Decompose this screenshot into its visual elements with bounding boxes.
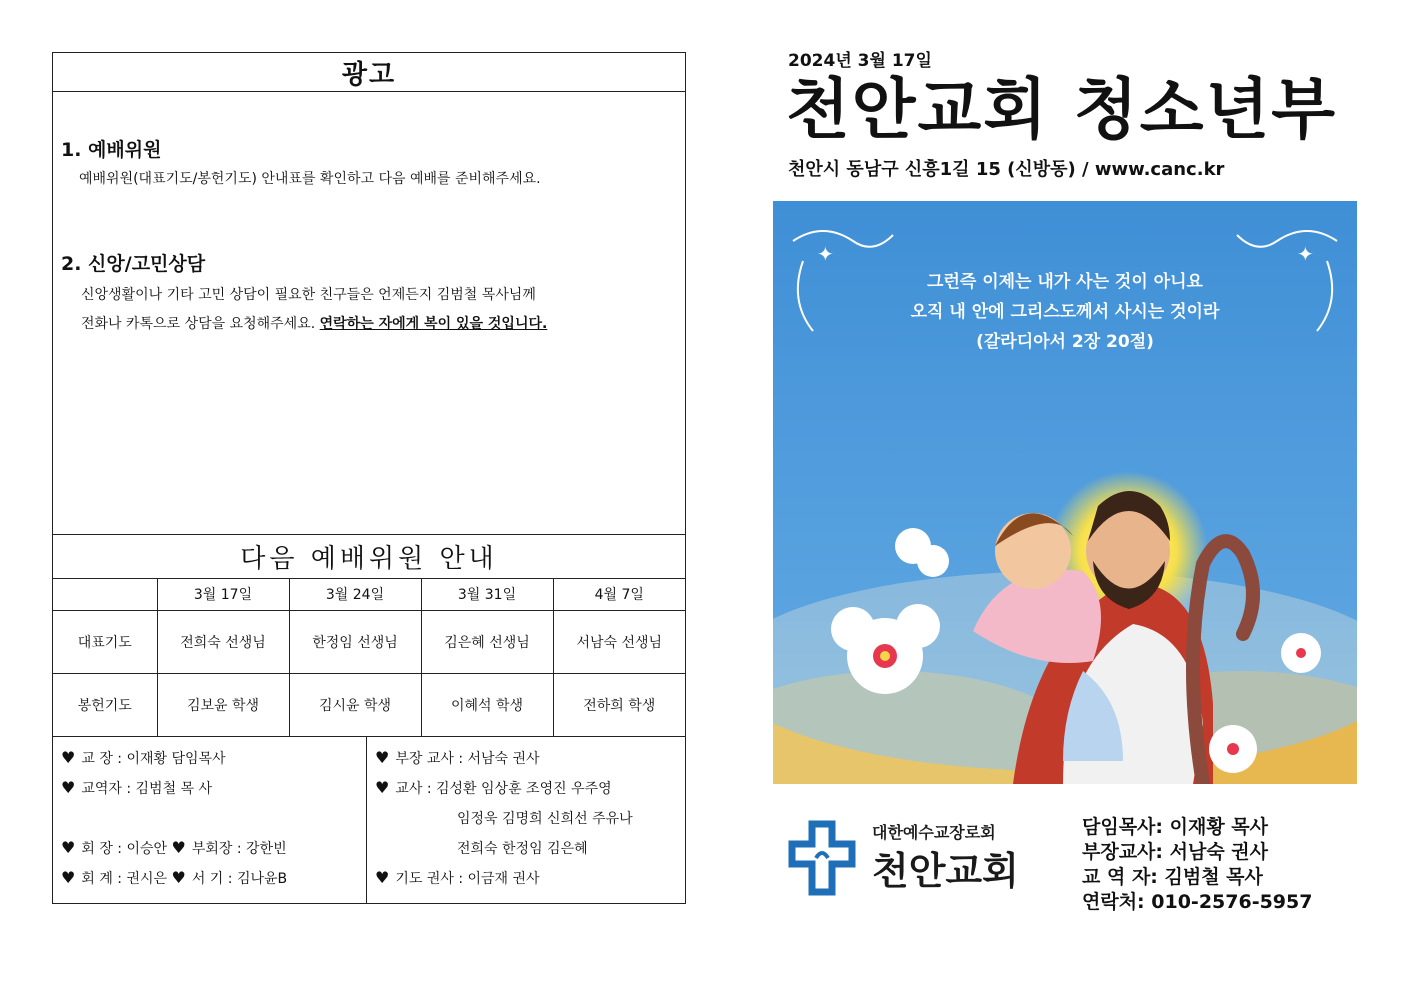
pastor-line: 담임목사: 이재황 목사 — [1082, 816, 1269, 838]
church-logo-block — [786, 818, 1046, 898]
staff-head-teacher: ♥ 부장 교사 : 서남숙 권사 — [375, 748, 540, 767]
roster-cell: 전희숙 선생님 — [157, 610, 289, 673]
left-panel — [52, 52, 686, 904]
bulletin-date: 2024년 3월 17일 — [788, 51, 932, 71]
church-address: 천안시 동남구 신흥1길 15 (신방동) / www.canc.kr — [788, 159, 1225, 180]
staff-divider — [366, 736, 367, 904]
roster-title: 다음 예배위원 안내 — [53, 535, 685, 579]
svg-text:✦: ✦ — [817, 242, 834, 266]
roster-cell: 서남숙 선생님 — [553, 610, 685, 673]
heart-icon: ♥ — [61, 778, 76, 797]
heart-icon: ♥ — [61, 868, 76, 887]
head-teacher-line: 부장교사: 서남숙 권사 — [1082, 841, 1269, 863]
staff-prayer: ♥ 기도 권사 : 이금재 권사 — [375, 868, 540, 887]
heart-icon: ♥ — [375, 868, 390, 887]
ads-section2-line1: 신앙생활이나 기타 고민 상담이 필요한 친구들은 언제든지 김범철 목사님께 — [81, 287, 536, 303]
cover-illustration — [773, 201, 1357, 784]
roster-row — [53, 673, 685, 736]
svg-text:✦: ✦ — [1297, 242, 1314, 266]
contact-line: 연락처: 010-2576-5957 — [1082, 891, 1313, 913]
staff-teachers-2: 임정욱 김명희 신희선 주유나 — [457, 811, 633, 827]
heart-icon: ♥ — [61, 838, 76, 857]
ads-section1-heading: 1. 예배위원 — [61, 139, 162, 161]
staff-treasurer: ♥ 회 계 : 권시은 ♥ 서 기 : 김나윤B — [61, 868, 288, 887]
ads-body — [53, 91, 685, 535]
denomination-label: 대한예수교장로회 — [872, 823, 996, 842]
roster-role: 대표기도 — [53, 610, 157, 673]
ads-section2-line2 — [81, 310, 547, 339]
roster-table — [53, 578, 685, 737]
church-name: 천안교회 — [872, 849, 1019, 893]
roster-date: 3월 17일 — [157, 578, 289, 610]
verse-line-2: 오직 내 안에 그리스도께서 사시는 것이라 — [910, 302, 1220, 322]
roster-corner-cell — [53, 578, 157, 610]
roster-date: 3월 24일 — [289, 578, 421, 610]
staff-teachers-3: 전희숙 한정임 김은혜 — [457, 841, 588, 857]
heart-icon: ♥ — [61, 748, 76, 767]
roster-cell: 한정임 선생님 — [289, 610, 421, 673]
roster-cell: 전하희 학생 — [553, 673, 685, 736]
verse-reference: (갈라디아서 2장 20절) — [976, 332, 1154, 352]
ads-section2-emphasis: 연락하는 자에게 복이 있을 것입니다. — [319, 316, 548, 332]
roster-role: 봉헌기도 — [53, 673, 157, 736]
staff-teachers: ♥ 교사 : 김성환 임상훈 조영진 우주영 — [375, 778, 612, 797]
roster-row — [53, 610, 685, 673]
roster-date: 4월 7일 — [553, 578, 685, 610]
verse-line-1: 그런즉 이제는 내가 사는 것이 아니요 — [927, 272, 1203, 292]
minister-line: 교 역 자: 김범철 목사 — [1082, 866, 1263, 888]
staff-principal: ♥ 교 장 : 이재황 담임목사 — [61, 748, 226, 767]
staff-president: ♥ 회 장 : 이승안 ♥ 부회장 : 강한빈 — [61, 838, 287, 857]
bulletin-title: 천안교회 청소년부 — [786, 71, 1338, 148]
ads-section2-heading: 2. 신앙/고민상담 — [61, 253, 206, 275]
roster-header-row — [53, 578, 685, 610]
heart-icon: ♥ — [171, 838, 186, 857]
roster-cell: 김보윤 학생 — [157, 673, 289, 736]
ads-title: 광고 — [53, 53, 685, 92]
roster-cell: 김은혜 선생님 — [421, 610, 553, 673]
staff-minister: ♥ 교역자 : 김범철 목 사 — [61, 778, 213, 797]
staff-section — [53, 736, 685, 904]
roster-cell: 김시윤 학생 — [289, 673, 421, 736]
ads-section2-line2-text: 전화나 카톡으로 상담을 요청해주세요. — [81, 316, 316, 332]
church-cross-logo-icon — [786, 818, 858, 898]
heart-icon: ♥ — [375, 778, 390, 797]
heart-icon: ♥ — [171, 868, 186, 887]
ads-section1-text: 예배위원(대표기도/봉헌기도) 안내표를 확인하고 다음 예배를 준비해주세요. — [79, 171, 541, 187]
heart-icon: ♥ — [375, 748, 390, 767]
roster-cell: 이혜석 학생 — [421, 673, 553, 736]
roster-date: 3월 31일 — [421, 578, 553, 610]
